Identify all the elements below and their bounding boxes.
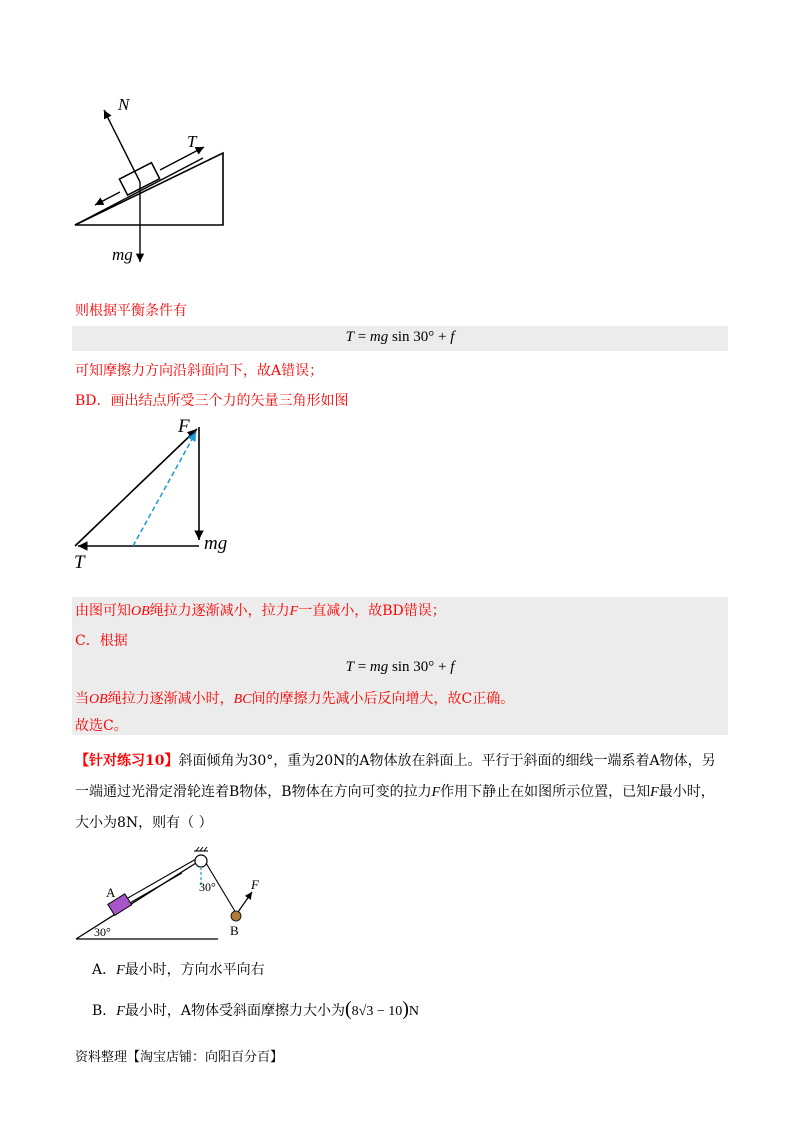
exercise-line-2: 一端通过光滑定滑轮连着B物体，B物体在方向可变的拉力F作用下静止在如图所示位置，已知F最小时， <box>75 784 715 800</box>
label-t2: T <box>74 552 85 573</box>
t-arrow <box>160 147 204 170</box>
label-b: B <box>230 923 239 938</box>
dashed-f-vector <box>133 432 196 546</box>
pulley-diagram <box>68 845 288 945</box>
f-force-arrow <box>238 892 252 912</box>
label-a: A <box>106 885 116 900</box>
label-t: T <box>187 132 197 151</box>
string-line <box>75 158 203 225</box>
choose-text: 故选C。 <box>75 718 128 734</box>
label-f3: F <box>251 877 259 892</box>
exercise-line-1: 【针对练习10】斜面倾角为30°，重为20N的A物体放在斜面上。平行于斜面的细线一端系着A物体，另 <box>75 753 716 769</box>
label-n: N <box>118 95 130 114</box>
friction-text: 可知摩擦力方向沿斜面向下，故A错误； <box>75 363 324 379</box>
angle-top: 30° <box>199 880 216 894</box>
string-parallel-2 <box>128 873 182 904</box>
formula1: T = mg sin 30° + f <box>345 329 455 345</box>
option-b: B．F最小时，A物体受斜面摩擦力大小为(8√3 − 10)N <box>92 998 420 1020</box>
bd-text: BD．画出结点所受三个力的矢量三角形如图 <box>75 393 349 409</box>
c-text: C．根据 <box>75 633 128 649</box>
pulley <box>195 855 207 867</box>
label-mg2: mg <box>204 533 228 554</box>
label-f: F <box>178 416 190 437</box>
f-vector <box>75 429 197 546</box>
when-text: 当OB绳拉力逐渐减小时，BC间的摩擦力先减小后反向增大，故C正确。 <box>75 691 515 707</box>
label-mg: mg <box>112 245 133 264</box>
option-a: A．F最小时，方向水平向右 <box>92 962 265 978</box>
n-arrow <box>104 110 140 182</box>
formula2: T = mg sin 30° + f <box>345 659 455 675</box>
ob-text: 由图可知OB绳拉力逐渐减小，拉力F一直减小，故BD错误； <box>75 603 446 619</box>
ball-b <box>231 911 241 921</box>
exercise-line-3: 大小为8N，则有（ ） <box>75 815 213 831</box>
vector-triangle-diagram <box>60 412 260 577</box>
incline-force-diagram <box>60 90 260 275</box>
equilibrium-text: 则根据平衡条件有 <box>75 303 187 319</box>
footer-text: 资料整理【淘宝店铺：向阳百分百】 <box>75 1050 284 1065</box>
exercise-tag: 【针对练习10】 <box>75 753 179 769</box>
angle-bottom: 30° <box>94 925 111 939</box>
